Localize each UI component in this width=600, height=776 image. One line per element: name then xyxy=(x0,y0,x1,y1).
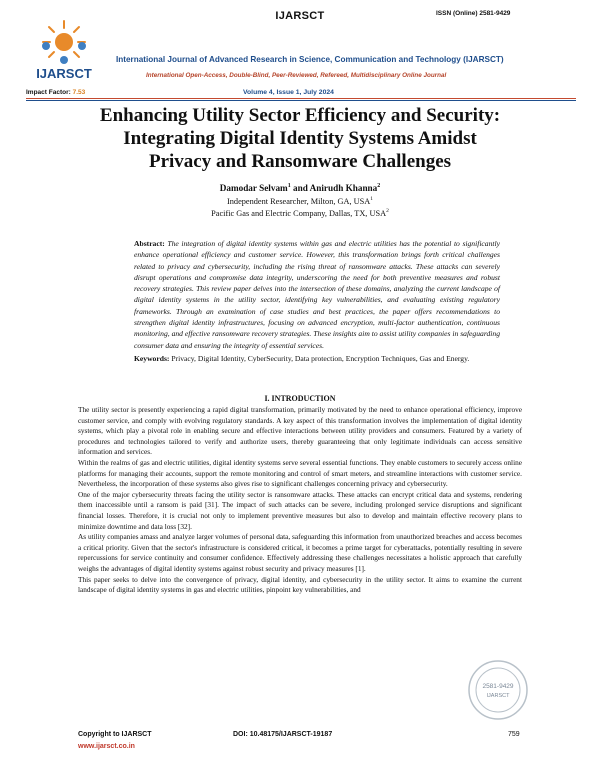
author-name: Anirudh Khanna xyxy=(309,183,378,194)
header-divider-secondary xyxy=(26,100,576,101)
author-join: and xyxy=(290,183,310,194)
journal-subtitle: International Open-Access, Double-Blind, Peer-Reviewed, Refereed, Multidisciplinary Online Journal xyxy=(146,72,447,79)
abstract-text: The integration of digital identity systems within gas and electric utilities has the potential to significantly enhance operational efficiency and customer service. However, this transformation brings forth critical challenges related to privacy and cybersecurity, including the rising threat of ransomware attacks. These attacks can severely disrupt operations and compromise data integrity, underscoring the need for both preventive measures and robust recovery strategies. This review paper delves into the intersection of these domains, analyzing the current landscape of digital identity systems in the utility sector, identifying key vulnerabilities, and evaluating existing regulatory frameworks. Through an examination of case studies and best practices, the paper offers recommendations to strengthen digital identity infrastructures, focusing on advanced encryption, multi-factor authentication, continuous monitoring, and effective ransomware recovery strategies. These insights aim to assist utility companies in safeguarding consumer data and ensuring the integrity of essential services. xyxy=(134,239,500,350)
issn: ISSN (Online) 2581-9429 xyxy=(436,10,511,17)
affiliation-1: Independent Researcher, Milton, GA, USA$^1$ xyxy=(227,196,373,206)
header-divider xyxy=(26,98,576,99)
stamp-brand: IJARSCT xyxy=(486,693,510,699)
paragraph: This paper seeks to delve into the convergence of privacy, digital identity, and cybersecurity in the utility sector. It aims to examine the current landscape of digital identity systems in gas and electric utilities, pinpoint key vulnerabilities, and xyxy=(78,574,522,595)
author-sup: 1 xyxy=(287,183,291,189)
impact-value: 7.53 xyxy=(72,89,86,96)
keywords-text: Privacy, Digital Identity, CyberSecurity, Data protection, Encryption Techniques, Gas and Energy. xyxy=(169,354,470,363)
title-line: Privacy and Ransomware Challenges xyxy=(148,151,452,172)
journal-brand: IJARSCT xyxy=(275,10,325,22)
stamp-issn: 2581-9429 xyxy=(482,683,514,690)
body-text xyxy=(78,405,522,596)
authors xyxy=(0,183,600,193)
paragraph: As utility companies amass and analyze larger volumes of personal data, safeguarding this information from unauthorized breaches and access becomes a critical priority. Given that the sector's infrastructure is considered critical, it becomes a prime target for cyberattacks, potentially resulting in severe repercussions for service continuity and consumer confidence. Effectively addressing these challenges necessitates a holistic approach that carefully weighs the advantages of digital identity systems against robust security and privacy measures [1]. xyxy=(78,532,522,573)
paragraph: Within the realms of gas and electric utilities, digital identity systems serve several essential functions. They enable customers to securely access online platforms for managing their accounts, support the remote monitoring and control of smart meters, and streamline interactions with customer service. Nevertheless, the incorporation of these systems also gives rise to significant challenges concerning privacy and cybersecurity. xyxy=(78,457,522,489)
author-name: Damodar Selvam xyxy=(219,183,288,194)
footer-url[interactable]: www.ijarsct.co.in xyxy=(78,743,135,750)
volume-issue: Volume 4, Issue 1, July 2024 xyxy=(243,89,334,96)
footer-copyright: Copyright to IJARSCT xyxy=(78,731,152,738)
logo-text: IJARSCT xyxy=(36,66,92,81)
keywords xyxy=(134,353,500,364)
journal-logo xyxy=(24,16,104,92)
paragraph: The utility sector is presently experiencing a rapid digital transformation, primarily motivated by the need to enhance operational efficiency, improve customer service, and comply with evolving regulatory standards. A key aspect of this transformation involves the implementation of digital identity systems, which play a pivotal role in enabling secure and effective interactions between utility providers and consumers. Featured by a variety of procedures and technologies tailored to verify and authorize users, thereby guaranteeing that only legitimate individuals can access sensitive information and services. xyxy=(78,405,522,457)
journal-name: International Journal of Advanced Research in Science, Communication and Technology (IJARSCT) xyxy=(116,55,504,64)
paragraph: One of the major cybersecurity threats facing the utility sector is ransomware attacks. These attacks can encrypt critical data and systems, rendering them inaccessible until a ransom is paid [31]. The impact of such attacks can be severe, including prolonged service disruptions and significant financial losses. Therefore, it is crucial not only to implement preventive measures but also to develop and maintain effective recovery plans to minimize downtime and data loss [32]. xyxy=(78,489,522,531)
impact-label: Impact Factor: xyxy=(26,89,73,96)
abstract xyxy=(134,238,500,351)
keywords-label: Keywords: xyxy=(134,354,170,363)
affiliation-2: Pacific Gas and Electric Company, Dallas, TX, USA$^2$ xyxy=(211,208,389,218)
paper-title xyxy=(40,104,560,173)
abstract-label: Abstract: xyxy=(134,239,165,248)
impact-factor xyxy=(26,89,85,96)
title-line: Enhancing Utility Sector Efficiency and Security: xyxy=(99,105,501,126)
issn-stamp xyxy=(466,658,530,722)
section-heading: I. INTRODUCTION xyxy=(264,394,336,403)
page-number: 759 xyxy=(508,731,520,738)
footer-doi[interactable]: DOI: 10.48175/IJARSCT-19187 xyxy=(233,731,333,738)
title-line: Integrating Digital Identity Systems Amidst xyxy=(123,128,477,149)
author-sup: 2 xyxy=(377,183,381,189)
